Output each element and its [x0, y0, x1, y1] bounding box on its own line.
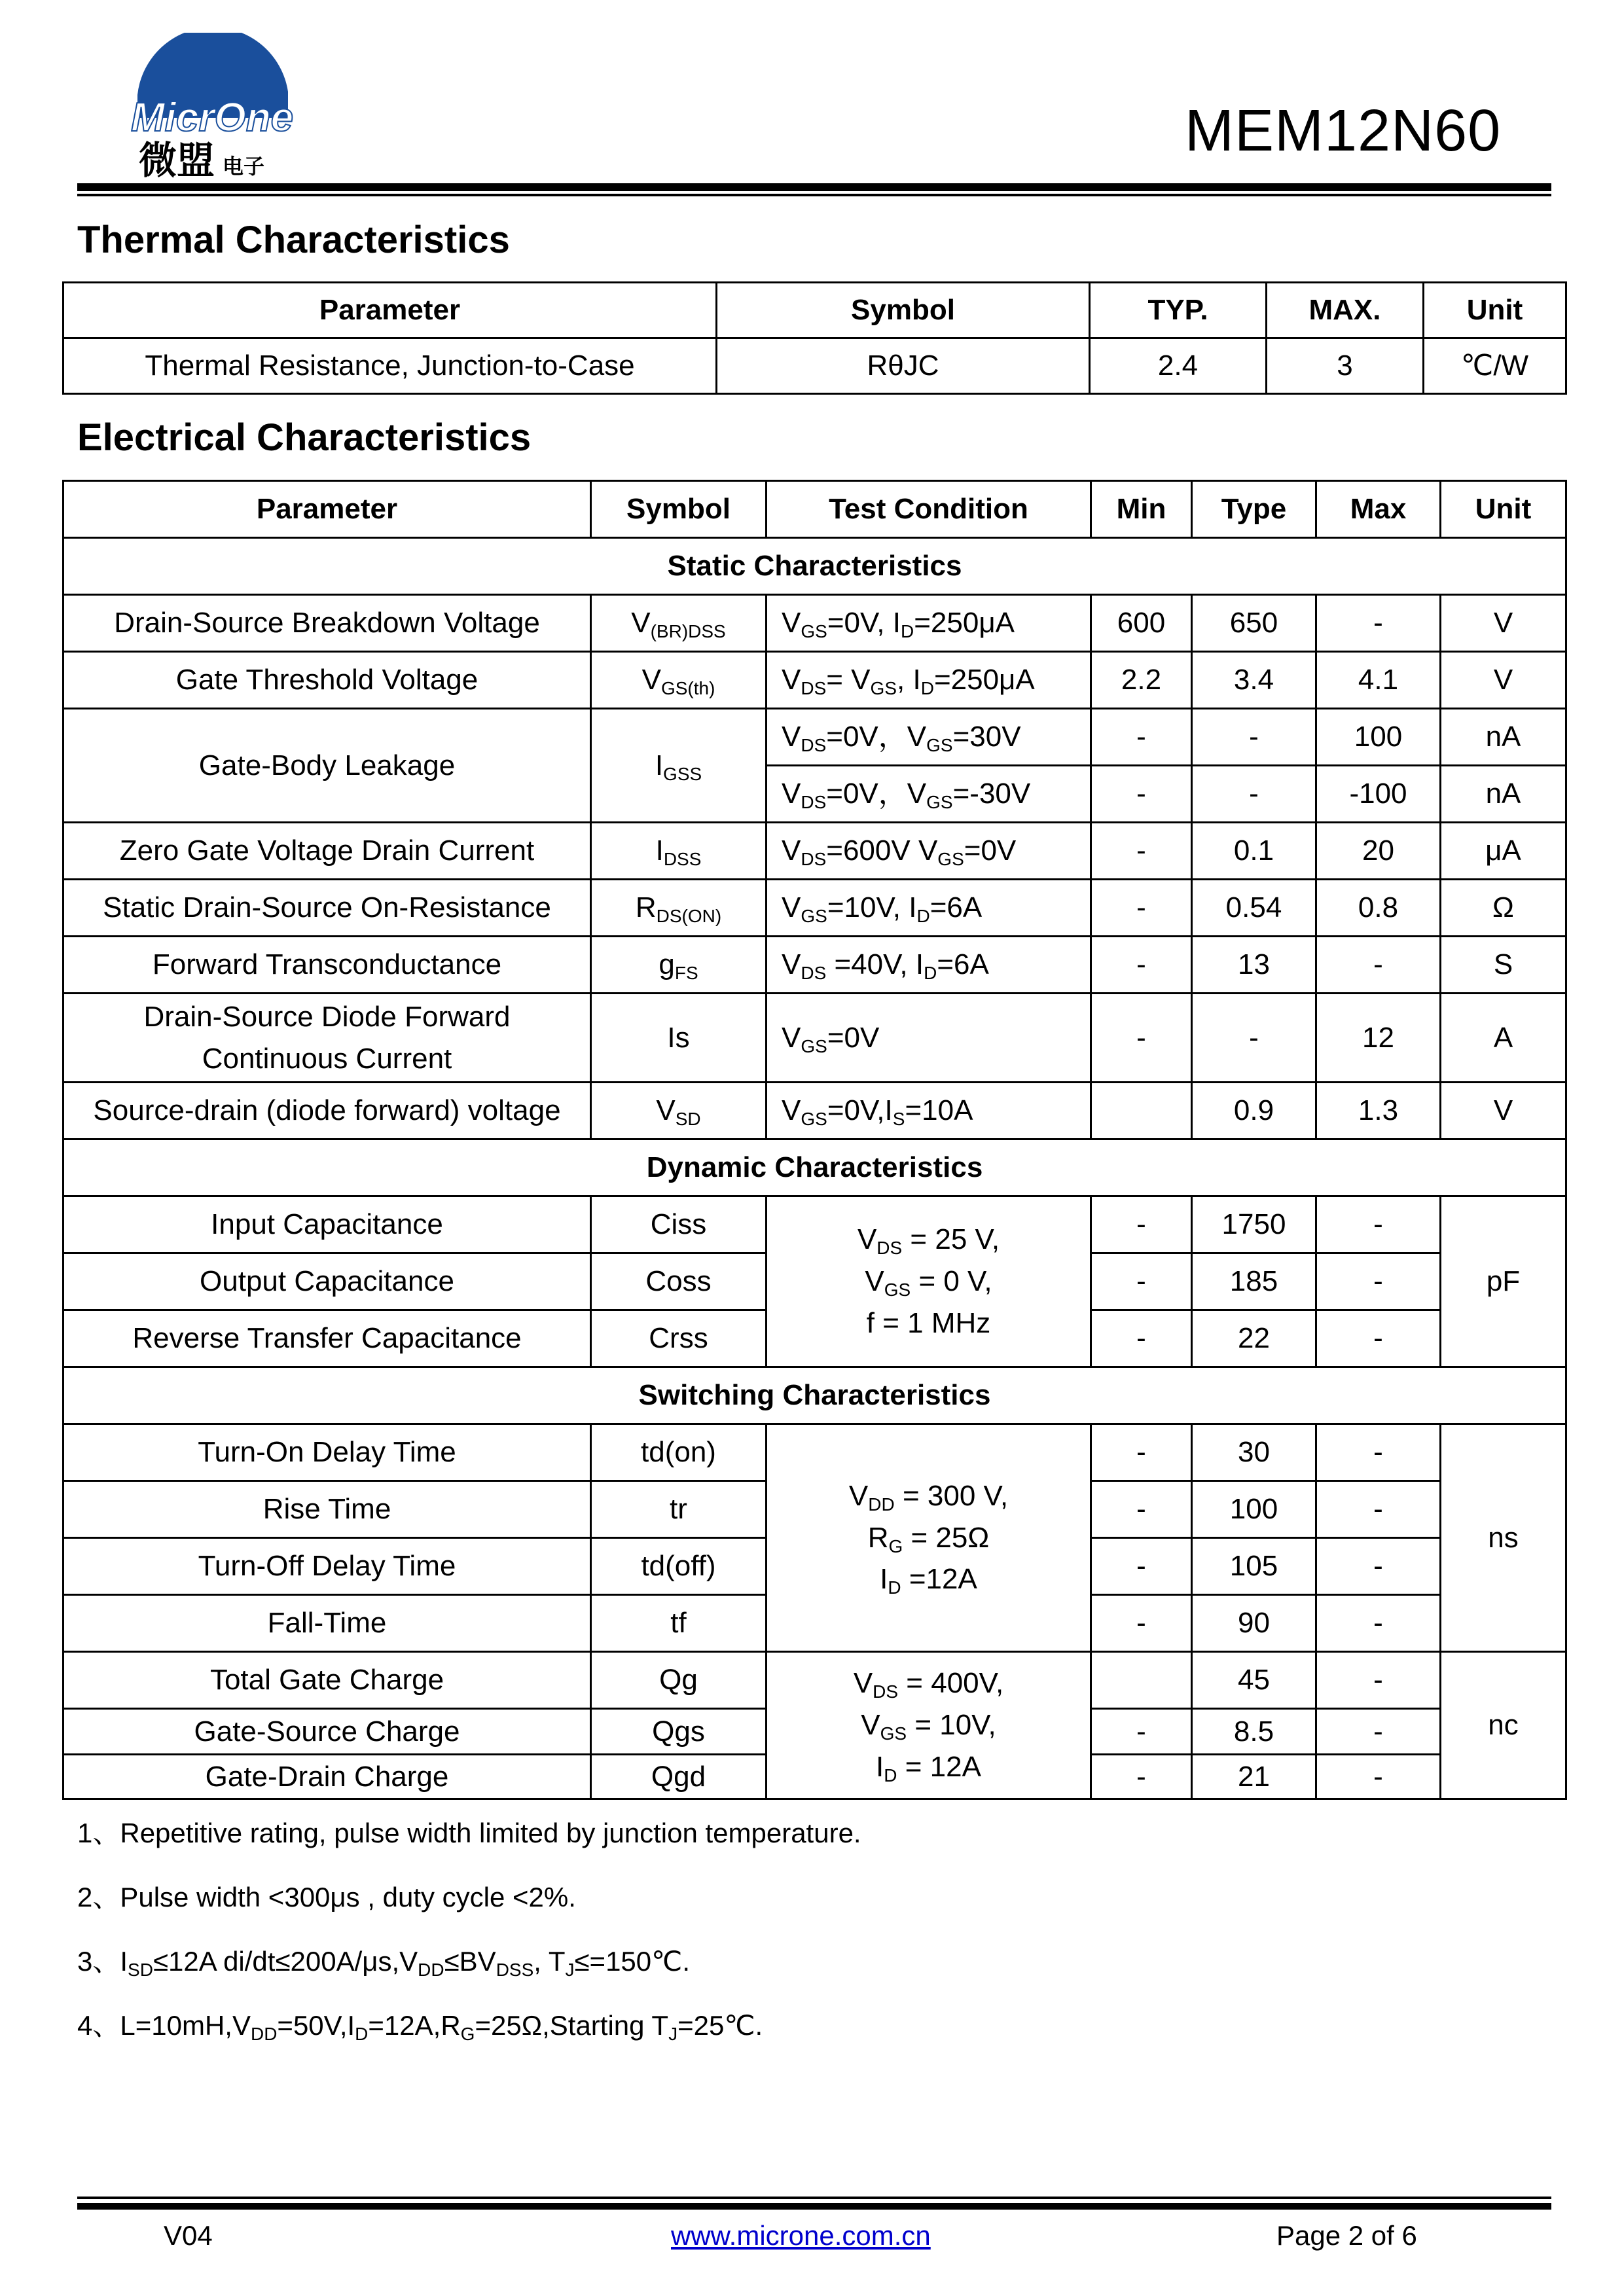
typ-cell: - [1192, 709, 1316, 766]
max-cell: - [1316, 1595, 1441, 1652]
condition-line: $V_{GS} = 0$ V, [865, 1265, 992, 1300]
param-cell: Total Gate Charge [63, 1652, 591, 1709]
section-switching: Switching Characteristics [63, 1367, 1566, 1424]
part-number: MEM12N60 [1185, 98, 1502, 164]
unit-cell: pF [1441, 1196, 1566, 1367]
unit-cell: V [1441, 652, 1566, 709]
max-cell: - [1316, 595, 1441, 652]
unit-cell: Ω [1441, 880, 1566, 937]
condition-cell: $V_{GS}=10V$, $I_D=6A$ [767, 880, 1091, 937]
typ-cell: 185 [1192, 1253, 1316, 1310]
symbol-cell: $I_{DSS}$ [591, 823, 767, 880]
min-cell: - [1091, 709, 1192, 766]
min-cell: - [1091, 1481, 1192, 1538]
param-cell: Drain-Source Breakdown Voltage [63, 595, 591, 652]
condition-line: $V_{GS} = 10V$, [861, 1709, 996, 1744]
table-row [63, 823, 1566, 880]
note-4: 4、$L=10mH,V_{DD}=50V,I_D=12A,R_G=25\Omega,Starting$ $T_J=25℃$. [77, 2010, 763, 2044]
typ-cell: 90 [1192, 1595, 1316, 1652]
unit-cell: nA [1441, 709, 1566, 766]
typ-cell: 3.4 [1192, 652, 1316, 709]
electrical-table [62, 480, 1567, 1800]
condition-cell [767, 1196, 1091, 1367]
typ-cell: 8.5 [1192, 1709, 1316, 1755]
min-cell: - [1091, 1538, 1192, 1595]
param-line-1: Drain-Source Diode Forward [143, 1000, 511, 1033]
symbol-cell: Is [591, 994, 767, 1083]
note-3: 3、$I_{SD}\le 12A$ $di/dt\le 200A/\mu s,V_{DD}\le BV_{DSS}$, $T_J\le=150℃$. [77, 1946, 690, 1980]
table-row [63, 652, 1566, 709]
min-cell: - [1091, 994, 1192, 1083]
typ-cell: 21 [1192, 1755, 1316, 1799]
thermal-symbol: RθJC [717, 338, 1090, 394]
min-cell: - [1091, 1196, 1192, 1253]
condition-cell: $V_{DS}= V_{GS}$, $I_D=250\mu A$ [767, 652, 1091, 709]
condition-line: f = 1 MHz [866, 1306, 991, 1339]
symbol-cell: $g_{FS}$ [591, 937, 767, 994]
thermal-header-max: MAX. [1267, 283, 1424, 338]
logo-text-cn-small: 电子 [223, 154, 265, 179]
typ-cell: 30 [1192, 1424, 1316, 1481]
elec-header-type: Type [1192, 481, 1316, 538]
note-2: 2、Pulse width <300μs , duty cycle <2%. [77, 1882, 576, 1912]
elec-header-unit: Unit [1441, 481, 1566, 538]
param-cell: Static Drain-Source On-Resistance [63, 880, 591, 937]
condition-line: $R_G = 25\Omega$ [867, 1521, 990, 1556]
thermal-max: 3 [1267, 338, 1424, 394]
max-cell: 0.8 [1316, 880, 1441, 937]
electrical-title: Electrical Characteristics [77, 416, 532, 459]
table-row [63, 994, 1566, 1083]
unit-cell: V [1441, 595, 1566, 652]
elec-header-test-condition: Test Condition [767, 481, 1091, 538]
footer-page-number: Page 2 of 6 [1276, 2220, 1417, 2251]
typ-cell: 0.54 [1192, 880, 1316, 937]
typ-cell: - [1192, 766, 1316, 823]
param-cell: Zero Gate Voltage Drain Current [63, 823, 591, 880]
param-cell: Reverse Transfer Capacitance [63, 1310, 591, 1367]
unit-cell: V [1441, 1083, 1566, 1139]
thermal-header-typ: TYP. [1090, 283, 1267, 338]
symbol-cell: tr [591, 1481, 767, 1538]
typ-cell: 45 [1192, 1652, 1316, 1709]
thermal-header-unit: Unit [1424, 283, 1566, 338]
symbol-cell: $I_{GSS}$ [591, 709, 767, 823]
footer-rule [77, 2203, 1551, 2210]
param-cell: Fall-Time [63, 1595, 591, 1652]
min-cell: 2.2 [1091, 652, 1192, 709]
thermal-header-parameter: Parameter [63, 283, 717, 338]
thermal-header-symbol: Symbol [717, 283, 1090, 338]
min-cell: - [1091, 937, 1192, 994]
table-row [63, 880, 1566, 937]
max-cell: 1.3 [1316, 1083, 1441, 1139]
max-cell: - [1316, 1424, 1441, 1481]
symbol-cell: $V_{SD}$ [591, 1083, 767, 1139]
condition-cell: $V_{GS}=0V$ [767, 994, 1091, 1083]
table-row [63, 595, 1566, 652]
min-cell: - [1091, 1595, 1192, 1652]
max-cell: 4.1 [1316, 652, 1441, 709]
condition-line: $I_D = 12A$ [876, 1750, 981, 1785]
table-row [63, 1083, 1566, 1139]
unit-cell: nc [1441, 1652, 1566, 1799]
elec-header-parameter: Parameter [63, 481, 591, 538]
max-cell: - [1316, 1481, 1441, 1538]
symbol-cell: Qgs [591, 1709, 767, 1755]
table-row [63, 937, 1566, 994]
symbol-cell: td(off) [591, 1538, 767, 1595]
symbol-cell: $V_{GS(th)}$ [591, 652, 767, 709]
elec-header-symbol: Symbol [591, 481, 767, 538]
table-row [63, 1196, 1566, 1253]
header-rule-thin [77, 194, 1551, 196]
min-cell: - [1091, 1709, 1192, 1755]
unit-cell: nA [1441, 766, 1566, 823]
elec-header-max: Max [1316, 481, 1441, 538]
symbol-cell: td(on) [591, 1424, 767, 1481]
microne-logo [124, 33, 295, 183]
symbol-cell: Qgd [591, 1755, 767, 1799]
unit-cell: ns [1441, 1424, 1566, 1652]
condition-line: $V_{DS} = 25$ V, [857, 1223, 1000, 1259]
typ-cell: 100 [1192, 1481, 1316, 1538]
typ-cell: 1750 [1192, 1196, 1316, 1253]
param-cell: Gate Threshold Voltage [63, 652, 591, 709]
param-cell: Output Capacitance [63, 1253, 591, 1310]
typ-cell: 0.9 [1192, 1083, 1316, 1139]
footer-rule-thin [77, 2197, 1551, 2199]
condition-cell: $V_{DS}=600V$ $V_{GS}=0V$ [767, 823, 1091, 880]
thermal-table [62, 281, 1567, 395]
max-cell: 100 [1316, 709, 1441, 766]
param-cell: Gate-Drain Charge [63, 1755, 591, 1799]
thermal-typ: 2.4 [1090, 338, 1267, 394]
min-cell: - [1091, 823, 1192, 880]
max-cell: - [1316, 1253, 1441, 1310]
param-line-2: Continuous Current [202, 1042, 452, 1075]
condition-cell: $V_{DS}=0V$，$V_{GS}=30V$ [767, 709, 1091, 766]
min-cell: - [1091, 880, 1192, 937]
symbol-cell: tf [591, 1595, 767, 1652]
max-cell: - [1316, 1709, 1441, 1755]
max-cell: - [1316, 1652, 1441, 1709]
typ-cell: 650 [1192, 595, 1316, 652]
symbol-cell: Ciss [591, 1196, 767, 1253]
condition-cell [767, 1424, 1091, 1652]
max-cell: - [1316, 937, 1441, 994]
condition-line: $I_D =12A$ [880, 1563, 977, 1598]
max-cell: - [1316, 1538, 1441, 1595]
typ-cell: 105 [1192, 1538, 1316, 1595]
symbol-cell: Crss [591, 1310, 767, 1367]
min-cell [1091, 1652, 1192, 1709]
param-cell: Input Capacitance [63, 1196, 591, 1253]
condition-cell: $V_{GS}=0V,I_S=10A$ [767, 1083, 1091, 1139]
min-cell: - [1091, 1310, 1192, 1367]
unit-cell: μA [1441, 823, 1566, 880]
table-row [63, 1424, 1566, 1481]
note-1: 1、Repetitive rating, pulse width limited by junction temperature. [77, 1818, 861, 1848]
thermal-parameter: Thermal Resistance, Junction-to-Case [63, 338, 717, 394]
symbol-cell: Qg [591, 1652, 767, 1709]
max-cell: - [1316, 1310, 1441, 1367]
condition-cell: $V_{GS}=0V$, $I_D=250\mu A$ [767, 595, 1091, 652]
param-cell: Gate-Source Charge [63, 1709, 591, 1755]
max-cell: - [1316, 1196, 1441, 1253]
footer-version: V04 [164, 2220, 213, 2251]
section-static: Static Characteristics [63, 538, 1566, 595]
condition-line: $V_{DD} = 300$ V, [848, 1479, 1009, 1515]
typ-cell: 0.1 [1192, 823, 1316, 880]
section-dynamic: Dynamic Characteristics [63, 1139, 1566, 1196]
condition-cell: $V_{DS} =40V$, $I_D=6A$ [767, 937, 1091, 994]
min-cell: 600 [1091, 595, 1192, 652]
min-cell: - [1091, 1755, 1192, 1799]
condition-line: $V_{DS} = 400V$, [853, 1667, 1004, 1702]
thermal-unit: ℃/W [1424, 338, 1566, 394]
symbol-cell: Coss [591, 1253, 767, 1310]
symbol-cell: $V_{(BR)DSS}$ [591, 595, 767, 652]
thermal-title: Thermal Characteristics [77, 219, 510, 261]
min-cell: - [1091, 1424, 1192, 1481]
min-cell: - [1091, 766, 1192, 823]
max-cell: - [1316, 1755, 1441, 1799]
logo-text-cn: 微盟 [139, 138, 215, 183]
condition-cell: $V_{DS}=0V$，$V_{GS}=-30V$ [767, 766, 1091, 823]
unit-cell: A [1441, 994, 1566, 1083]
condition-cell [767, 1652, 1091, 1799]
footer-website-link[interactable]: www.microne.com.cn [671, 2220, 931, 2251]
min-cell [1091, 1083, 1192, 1139]
param-cell [63, 994, 591, 1083]
param-cell: Gate-Body Leakage [63, 709, 591, 823]
param-cell: Rise Time [63, 1481, 591, 1538]
max-cell: 20 [1316, 823, 1441, 880]
elec-header-min: Min [1091, 481, 1192, 538]
min-cell: - [1091, 1253, 1192, 1310]
table-row [63, 709, 1566, 766]
max-cell: 12 [1316, 994, 1441, 1083]
unit-cell: S [1441, 937, 1566, 994]
logo-text-en: MicrOne [131, 95, 294, 140]
header-rule [77, 183, 1551, 191]
symbol-cell: $R_{DS(ON)}$ [591, 880, 767, 937]
typ-cell: - [1192, 994, 1316, 1083]
typ-cell: 13 [1192, 937, 1316, 994]
table-row [63, 1652, 1566, 1709]
param-cell: Source-drain (diode forward) voltage [63, 1083, 591, 1139]
param-cell: Turn-On Delay Time [63, 1424, 591, 1481]
param-cell: Forward Transconductance [63, 937, 591, 994]
max-cell: -100 [1316, 766, 1441, 823]
param-cell: Turn-Off Delay Time [63, 1538, 591, 1595]
typ-cell: 22 [1192, 1310, 1316, 1367]
